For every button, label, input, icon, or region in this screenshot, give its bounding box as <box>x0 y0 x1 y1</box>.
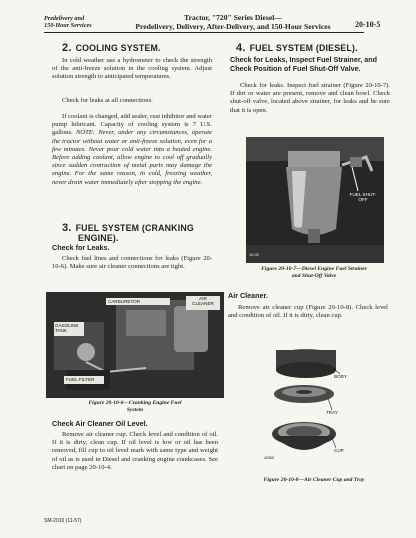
fuel-diesel-para: Check for leaks. Inspect fuel strainer (Figure 20-10-7). If dirt or water are present, remove and clean bowl. Check shut-off valve, located above strainer, for leaks and be sure that it is open. <box>230 82 390 114</box>
fuel-diesel-title: FUEL SYSTEM (DIESEL). <box>249 43 358 53</box>
label-tray: TRAY <box>326 410 338 415</box>
figure6-caption-line2: System <box>126 406 144 413</box>
header-section-label <box>44 15 92 29</box>
header-title <box>118 14 348 31</box>
fuel-cranking-title2: ENGINE). <box>78 233 119 243</box>
figure7-code: 36136 <box>249 253 259 257</box>
fuel-cranking-number: 3. <box>62 222 72 234</box>
fuel-cranking-subhead: Check for Leaks. <box>52 243 110 252</box>
header-left-line1: Predelivery and <box>44 15 85 22</box>
figure8-code: 42960 <box>264 456 274 460</box>
cooling-para1: In cold weather use a hydrometer to check the strength of the anti-freeze solution in the cooling system. Adjust solution strength to anticipated temperatures. <box>52 57 212 81</box>
label-air-cleaner: AIR CLEANER <box>192 296 214 306</box>
air-cleaner-para: Remove air cleaner cup (Figure 20-10-8). Check level and condition of oil. If it is dirty, clean cup. <box>228 304 388 320</box>
figure7-caption-line2: and Shut-Off Valve <box>291 272 337 279</box>
fuel-cranking-para: Check fuel lines and connections for leaks (Figure 20-10-6). Make sure air cleaner connections are tight. <box>52 255 212 271</box>
cooling-para3 <box>52 113 212 187</box>
cranking-fuel-illustration <box>46 292 224 398</box>
figure7-caption <box>230 266 398 279</box>
fuel-diesel-heading <box>236 42 358 54</box>
cooling-heading <box>62 42 161 54</box>
cooling-para3a: If coolant is changed, add sealer, rust inhibitor and water pump lubricant. Capacity of cooling system is 7 U.S. gallons. <box>52 113 212 137</box>
figure8-caption: Figure 20-10-8—Air Cleaner Cup and Tray <box>263 477 365 483</box>
fuel-diesel-subhead: Check for Leaks, Inspect Fuel Strainer, and Check Position of Fuel Shut-Off Valve. <box>230 55 377 73</box>
label-gasoline-tank: GASOLINE TANK <box>55 323 79 333</box>
cooling-number: 2. <box>62 42 72 54</box>
label-body: BODY <box>334 374 348 379</box>
air-cleaner-subhead: Air Cleaner. <box>228 291 268 300</box>
figure6-caption <box>46 400 224 413</box>
figure-cranking-fuel-photo <box>46 292 224 398</box>
label-cup: CUP <box>334 448 344 453</box>
fuel-diesel-number: 4. <box>236 42 246 54</box>
header-left-line2: 150-Hour Services <box>44 22 92 29</box>
figure-air-cleaner-cup-photo <box>262 342 358 470</box>
label-fuel-filter: FUEL FILTER <box>66 377 95 382</box>
figure7-caption-line1: Figure 20-10-7—Diesel Engine Fuel Strainer <box>261 266 367 272</box>
cooling-para2: Check for leaks at all connections. <box>62 97 153 104</box>
oil-level-para: Remove air cleaner cup. Check level and condition of oil. If it is dirty, clean cup. If oil level is low or oil has been removed, fill cup to oil level mark with same type and weight of oil as is used in Diesel and cranking engine crankcases. See chart on page 20-10-4. <box>52 431 218 471</box>
oil-level-subhead: Check Air Cleaner Oil Level. <box>52 419 148 428</box>
footer-code: SM-2010 (11-57) <box>44 518 82 524</box>
label-carburetor: CARBURETOR <box>108 299 141 304</box>
header-title-line2: Predelivery, Delivery, After-Delivery, and 150-Hour Services <box>135 21 331 31</box>
page-number: 20-10-5 <box>355 20 381 29</box>
cooling-title: COOLING SYSTEM. <box>75 43 161 53</box>
cooling-note: NOTE: Never, under any circumstances, operate the tractor without water or anti-freeze solution, even for a few minutes. Never pour cold water into a heated engine. Before adding coolant, allow engine to cool off gradually since sudden contraction of metal parts may damage the engine. For the same reason, in cold, freezing weather, never drain water immediately after stopping the engine. <box>52 129 212 186</box>
figure6-caption-line1: Figure 20-10-6—Cranking Engine Fuel <box>88 400 182 406</box>
header-rule <box>44 32 364 33</box>
figure-fuel-strainer-photo <box>246 137 384 263</box>
header-title-line1: Tractor, "720" Series Diesel— <box>184 13 282 22</box>
fuel-cranking-title1: FUEL SYSTEM (CRANKING <box>75 223 194 233</box>
label-fuel-shutoff: FUEL SHUT-OFF <box>349 192 377 202</box>
fuel-cranking-heading <box>62 223 194 243</box>
